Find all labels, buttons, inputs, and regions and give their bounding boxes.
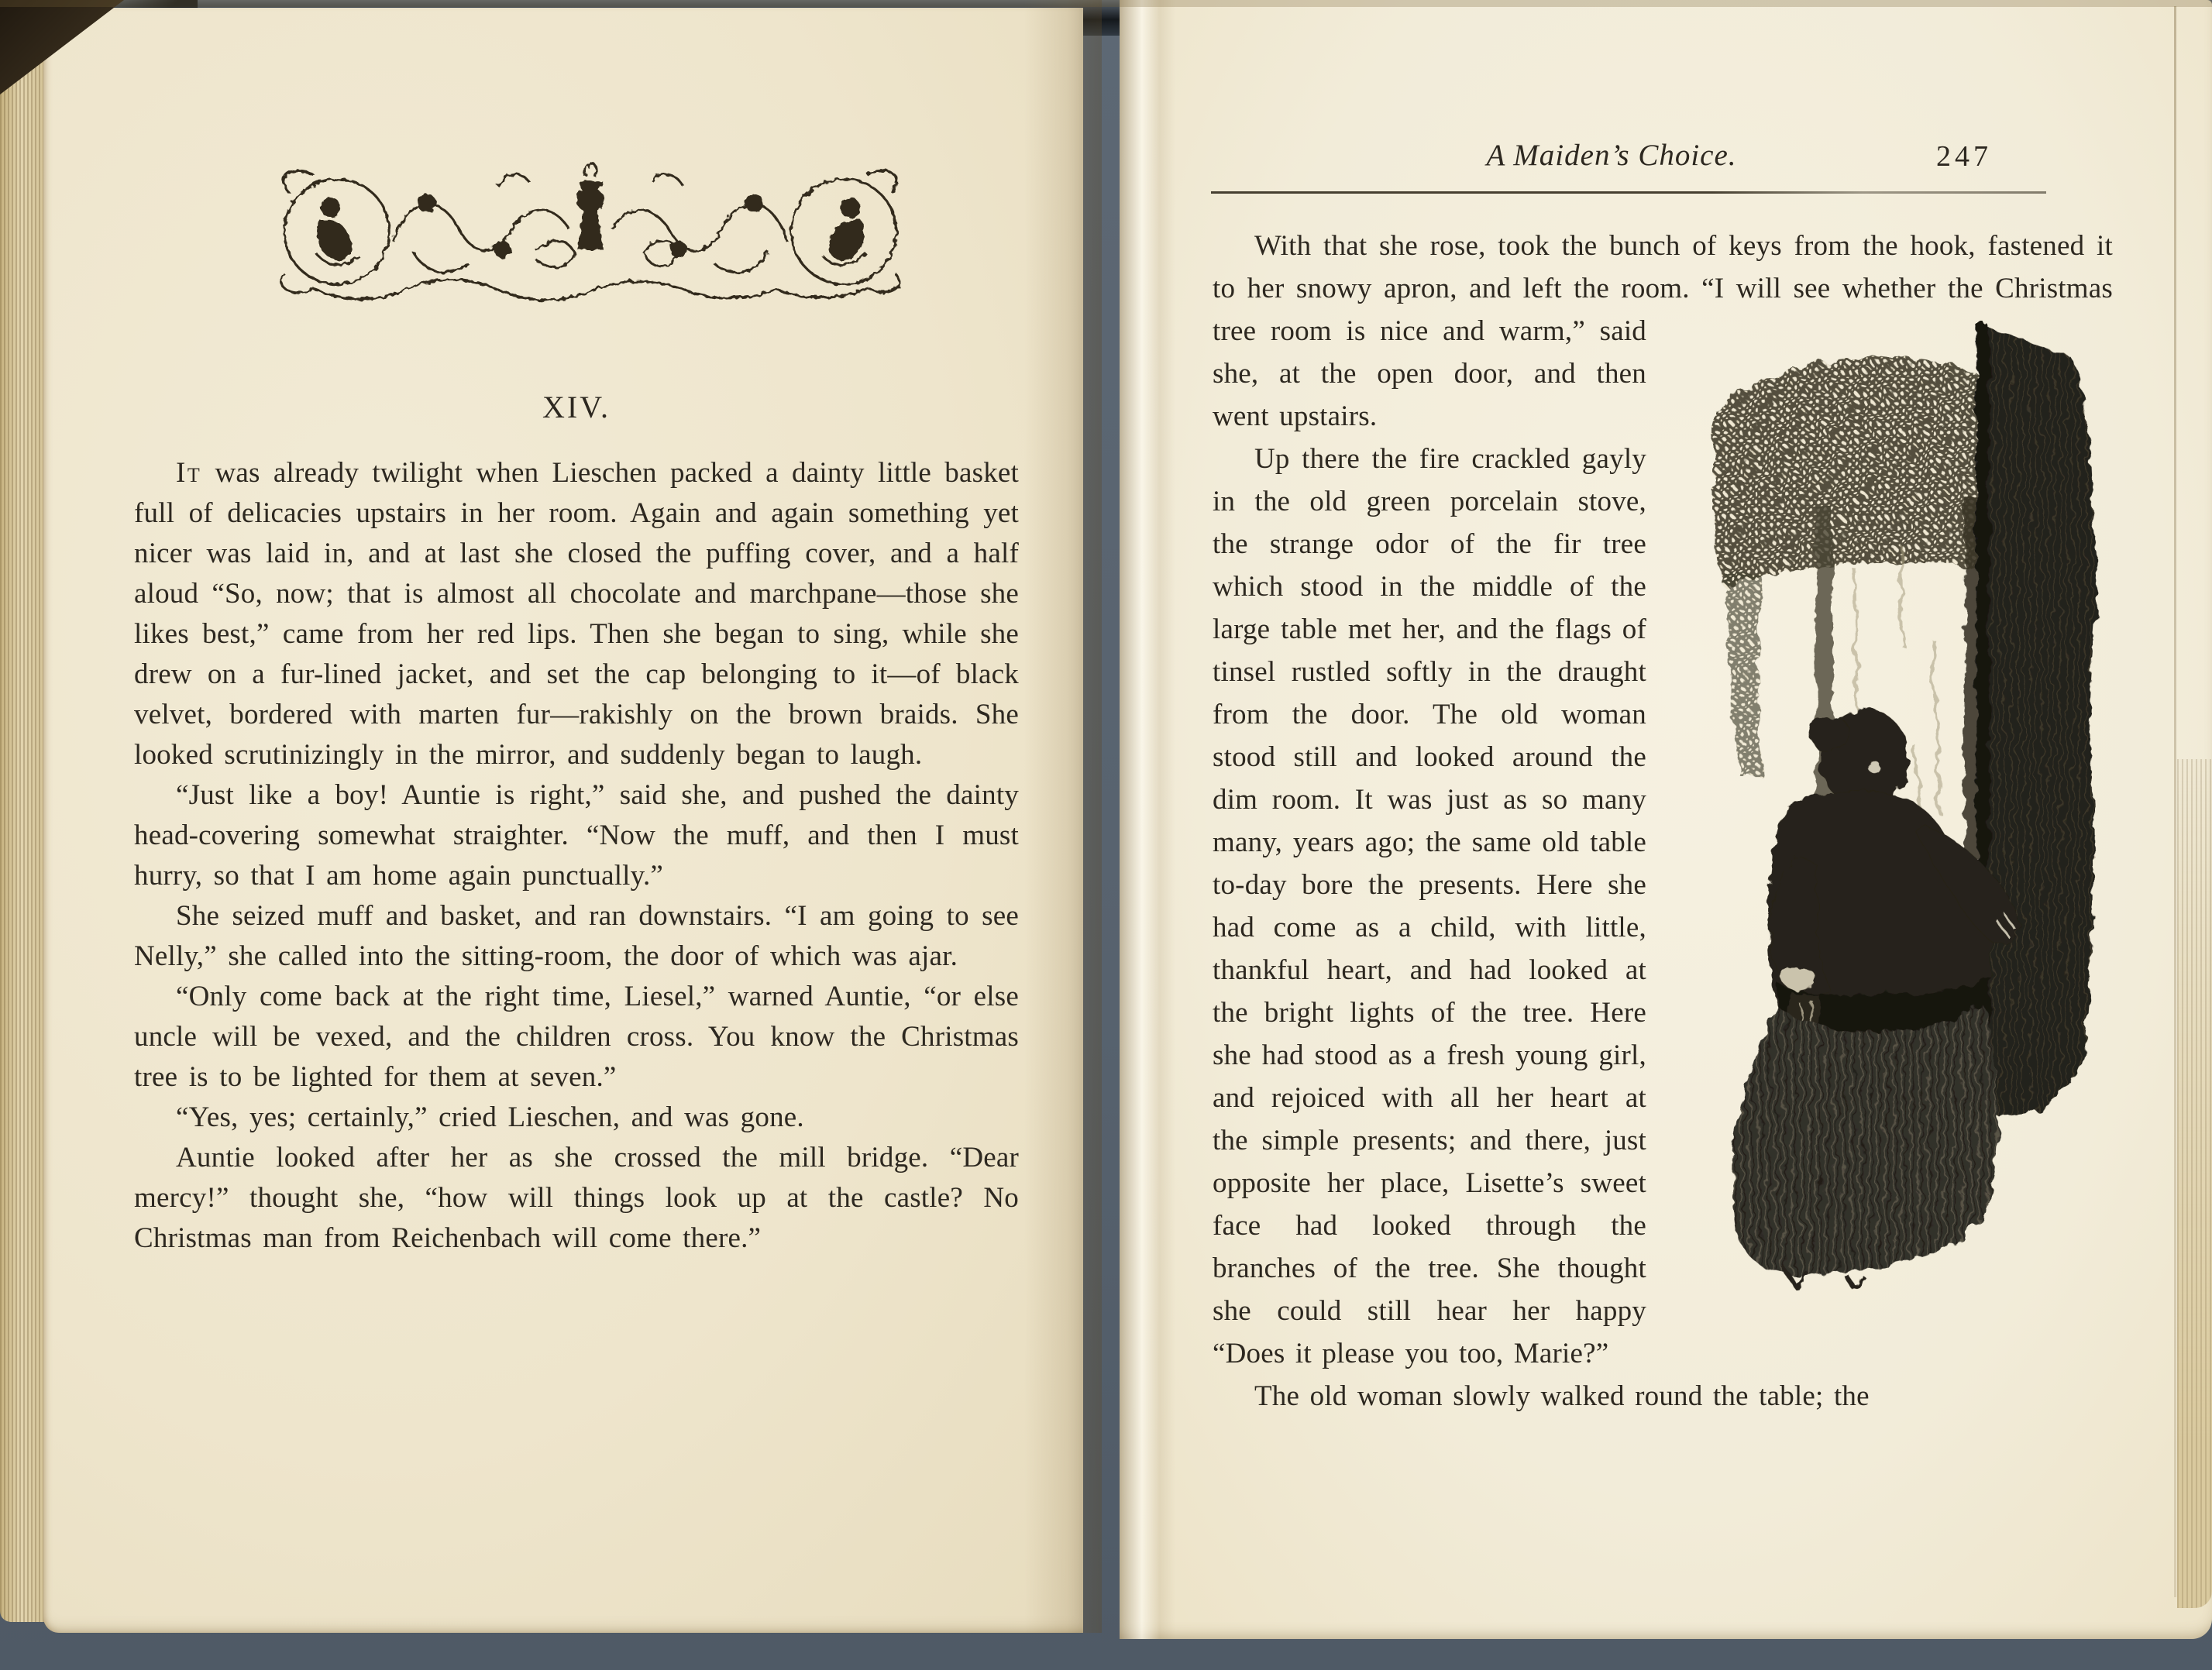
paragraph-text: The old woman slowly walked round the table; the <box>1254 1380 1870 1412</box>
paragraph-text-before-image: With that she rose, took the bunch of keys from the hook, fastened it to her snowy apron, and left the room. “I will see whether the Christmas tree room is nice and <box>1213 230 2113 347</box>
header-rule <box>1211 191 2046 194</box>
book-gutter-shadow <box>1024 0 1102 1633</box>
page-stack-right-edge <box>2177 759 2212 1608</box>
paragraph-text: Auntie looked after her as she crossed the mill bridge. “Dear mercy!” thought she, “how will things look up at the castle? No Christmas man from Reichenbach will come there.” <box>134 1142 1019 1254</box>
paragraph-text: “Just like a boy! Auntie is right,” said she, and pushed the dainty head-covering somewhat straighter. “Now the muff, and then I must hurry, so that I am home again punctually.” <box>134 779 1019 892</box>
chapter-heading: XIV. <box>542 390 611 424</box>
page-stack-left-edge <box>0 5 46 1622</box>
paragraph <box>1213 1375 2113 1417</box>
running-header: A Maiden’s Choice. <box>1486 139 1737 172</box>
paragraph-text: was already twilight when Lieschen packed a dainty little basket full of delicacies upstairs in her room. Again and again something yet nicer was laid in, and at last she closed the puffing cover, and a half aloud “So, now; that is almost all chocolate and marchpane—those she likes best,” came from her red lips. Then she began to sing, while she drew on a fur-lined jacket, and set the cap belonging to it—of black velvet, bordered with marten fur—rakishly on the brown braids. She looked scrutinizingly in the mirror, and suddenly began to laugh. <box>134 457 1019 771</box>
book-gutter-highlight <box>1120 0 1175 1639</box>
page-number: 247 <box>1936 140 1992 173</box>
right-page-text-column <box>1213 225 2113 1417</box>
paragraph <box>134 775 1019 896</box>
paragraph-text-after-image: warm,” said she, at the open door, and then went upstairs. <box>1213 315 1646 432</box>
right-page-crease <box>2174 6 2176 1597</box>
book-top-edge <box>0 0 2212 7</box>
paragraph-lead-word: It <box>176 457 202 489</box>
paragraph <box>134 453 1019 775</box>
paragraph <box>134 977 1019 1098</box>
paragraph <box>1213 225 2113 438</box>
left-page-text-column <box>134 453 1019 1259</box>
paragraph-text: “Yes, yes; certainly,” cried Lieschen, and was gone. <box>176 1101 804 1133</box>
paragraph <box>134 1098 1019 1138</box>
right-page <box>1120 0 2212 1639</box>
ornament-woodcut-band <box>266 157 915 306</box>
paragraph-text: Up there the fire crackled gayly in the old green porcelain stove, the strange odor of the fir tree which stood in the middle of the large table met her, and the flags of tinsel rustled softly in the draught from the door. The old woman stood still and looked around the dim room. It was just as so many many, years ago; the same old table to-day bore the presents. Here she had come as a child, with little, thankful heart, and had looked at the bright lights of the tree. Here she had stood as a fresh young girl, and rejoiced with all her heart at the simple presents; and there, just opposite her place, Lisette’s sweet face had looked through the branches of the tree. She thought she could still hear her happy “Does it please you too, Marie?” <box>1213 443 1646 1369</box>
paragraph-text: “Only come back at the right time, Liesel,” warned Auntie, “or else uncle will be vexed, and the children cross. You know the Christmas tree is to be lighted for them at seven.” <box>134 981 1019 1093</box>
paragraph <box>134 896 1019 977</box>
paragraph-text: She seized muff and basket, and ran downstairs. “I am going to see Nelly,” she called into the sitting-room, the door of which was ajar. <box>134 900 1019 972</box>
left-page <box>43 8 1083 1633</box>
paragraph <box>134 1138 1019 1259</box>
illustration-woodcut-old-woman-at-door <box>1670 313 2105 1290</box>
